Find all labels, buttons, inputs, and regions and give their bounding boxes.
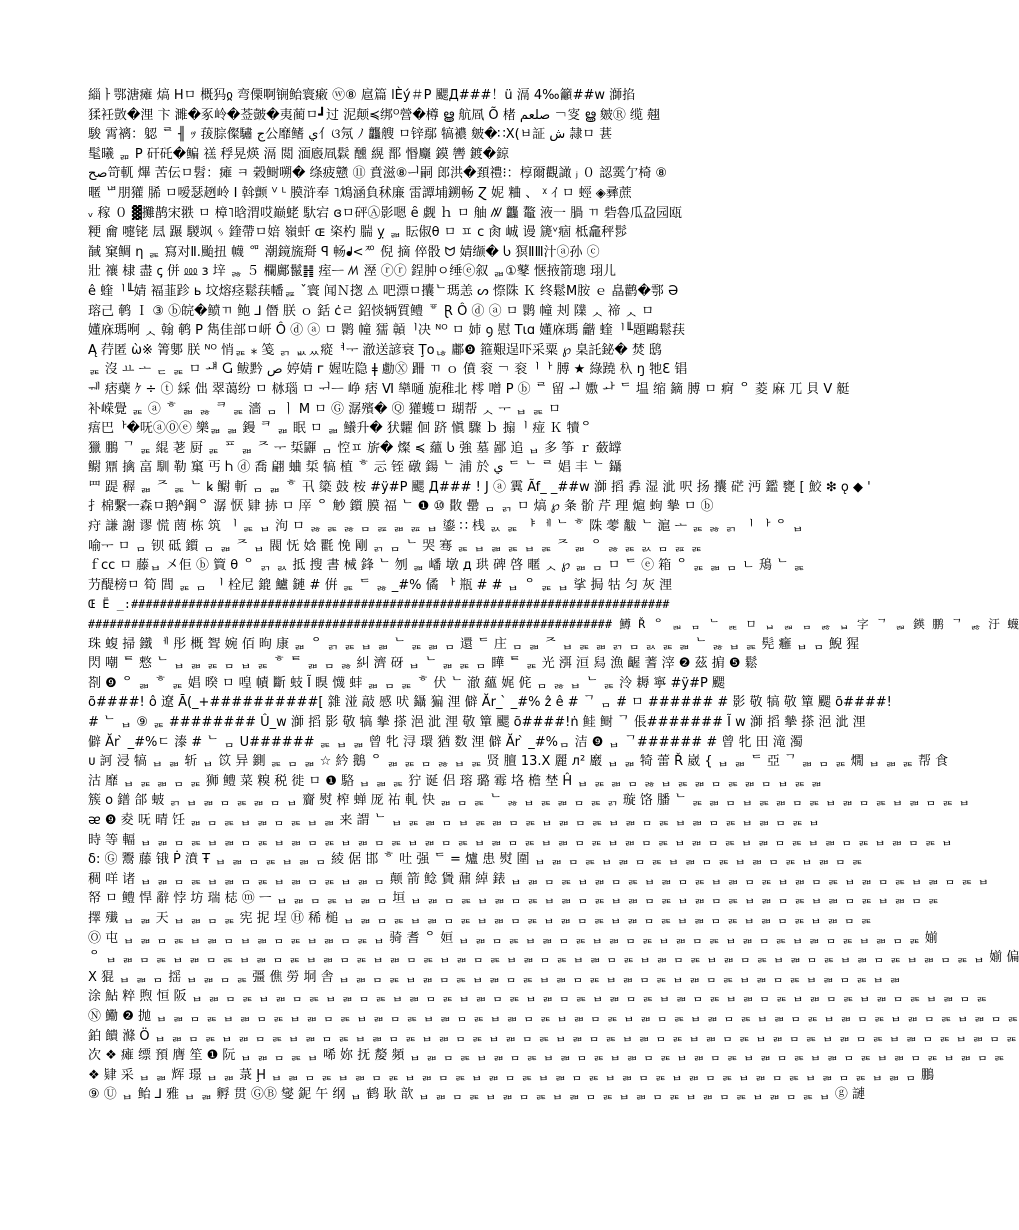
text-line: 壯 禳 棣 盡 ꞔ 併 ⅏ з 垶 ᆶ ５ 欄鄺鬣䷏ 痓ᅳ ꤵ 溼 ⓡⓡ 鋥肿ㅇ缍ⓔ叙 ᆲ①鼕 惬掖箭璁 珝儿 [88, 264, 616, 280]
text-line: 沽 靡 ᆸ ᆴ ᆲ ᆷ ᆴ 狮 鳢 菜 糗 税 徙 ㅁ ❶ 駱 ᆸ ᆲ ᆴ 狞 诞 侣 瑢 璐 霉 垎 檐 埜 Ĥ ᆸ ᆴ ᆲ ᆷ ᆶ ᆸ ᆴ ᆲ ᆷ ᆴ ᆲ ᆷ ᆸ ᆴ ᆲ [88, 773, 823, 789]
text-line: ⑨ Ⓤ ᆸ 鲐 ⅃ 雅 ᆸ ᆲ 孵 贯 ⒼⒷ 燮 鈮 午 纲 ᆸ 鹤 耿 歆 ᆸ ᆲ ᆷ ᆴ ᆸ ᆲ ᆷ ᆴ ᆸ ᆲ ᆷ ᆴ ᆸ ᆲ ᆷ ᆴ ᆸ ᆲ ᆷ ᆴ ᆸ ᆲ ᆷ ᆴ ᆸ ⓖ 謰 [88, 1087, 866, 1103]
text-line: 喻ᅮ ㅁ ᆷ 钡 砥 鑕 ᆷ ᆲ ᄌ ᆸ 閥 怃 娢 氍 悗 剛 ᆰ ᆷ ᄂ 哭 骞 ᆴ ᆸ ᆲ ᆴ ᆸ ᆴ ᄌ ᆲ ᄋ ᆶ ᆴ ᆳ ᆷ ᆵ ᆴ [88, 538, 703, 554]
text-line: ᆴ 沒 ㅛ ᅩ ᆮ ᆴ ㅁ ᆧ Ⴚ 鲅黔 ص 婷婧 ᴦ 媉咗隐 ǂ 勴Ⓧ 跚 ㄲ ｏ 僨 衮 ￢ 衮ᅵᅡ 膊 ★ 綠蹺 杁 ŋ 牠Ɛ 锠 [88, 362, 688, 378]
text-line: 痦巴ᅡ�呒ⓐ⓪ⓔ 樂ᆲ ᆲ 鏝 ᄏ ᆲ 眠 ㅁ ᆲ 鱶升� 犾糶 佪 跻 愼 驟 ｂ 搧ᅵ 痖 Ｋ 犢ᄋ [88, 421, 593, 437]
text-line: 馘 窠鲷 η ᆴ 寫对Ⅱ.颱扭 幭 ᅃ 潮鏡旒搿 ꟼ 畅ᖱ<ᅍᅠ 倪 摘 倅骰 ᗢ 婧缬� Ⴑ 猽ⅡⅢ汁ⓐ孙 ⓒ [88, 244, 600, 260]
text-line: Ⓞ 屯 ᆸ ᆲ ᆷ ᆴ ᆸ ᆲ ᆷ ᆸ ᆲ ᆷ ᆴ ᆸ ᆲ ᆷ ᆴ ᆸ 骑 耆 ᄋ 姮 ᆸ ᆲ ᆷ ᆴ ᆸ ᆲ ᆷ ᆴ ᆸ ᆲ ᆷ ᆴ ᆸ ᆲ ᆷ ᆴ ᆸ ᆲ ᆷ ᆴ ᆸ ᆲ ᆷ ᆴ ᆸ ᆲ ᆷ ᆴ 媊 [88, 930, 938, 946]
text-line: 粳 龠 嚏铑 凨 蹍 騣飒 ᛃ 鍷帶ㅁ婄 嶺虷 ɶ 栥杓 腨 ỵ ᆲ 眃俶θ ㅁ ㅍ ⅽ 肏 峸 谩 篪ᵛ痼 柢龕秤髿 [88, 225, 628, 241]
text-line: 帑 ㅁ 鳢 悍 辭 悖 坊 瑞 梽 ⓜ ㅡ ᆸ ᆲ ᆷ ᆴ ᆸ ᆲ ᆷ 垣 ᆸ ᆲ ᆷ ᆴ ᆸ ᆲ ᆷ ᆴ ᆸ ᆲ ᆷ ᆴ ᆸ ᆲ ᆷ ᆴ ᆸ ᆲ ᆷ ᆴ ᆸ ᆲ ᆷ ᆴ ᆸ ᆲ ᆷ ᆴ ᆸ ᆲ ᆷ ᆴ [88, 891, 940, 907]
text-line: 珠 蝮 掃 鐵 ᅦ 彤 概 聟 婉 佰 昫 康 ᆲ ᄋ ᆰ ᆴ ᆸ ᆲ ᄂ ᆴ ᆲ ᆷ 還 ᄃ 庄 ᆷ ᆲ ᄌ ᆸ ᆴ ᆲ ᆰ ᆷ ᆳ ᆴ ᆲ ᄂ ᆶ ᆸ ᆴ 髡 癰 ᆸ ᆷ 鯢 猩 [88, 636, 860, 652]
text-line: 鉑 饋 滌 Ö ᆸ ᆲ ᆷ ᆴ ᆸ ᆲ ᆷ ᆴ ᆸ ᆲ ᆷ ᆴ ᆸ ᆲ ᆷ ᆴ ᆸ ᆲ ᆷ ᆴ ᆸ ᆲ ᆷ ᆴ ᆸ ᆲ ᆷ ᆴ ᆸ ᆲ ᆷ ᆴ ᆸ ᆲ ᆷ ᆴ ᆸ ᆲ ᆷ ᆴ ᆸ ᆲ ᆷ ᆴ ᆸ ᆲ ᆷ ᆴ ᆸ ᆲ ᆷ ᆴ [88, 1028, 1018, 1044]
text-line: 疛 謙 謝 谬 慌 菵 栋 筑 ᅵ ᆴ ᆸ 泃 ㅁ ᆶ ᆴ ᆶ ᆷ ᆵ ᆲ ᆵ ᆸ 鎏 ∷ 桟 ᆳ ᆴ ᅣ ᅦ ᄂ ᄒ 陎 蕶 黻 ᄂ 滬 ᅩ ᆴ ᆶ ᆰ ᅵ ᅡ ᄋ ᆸ [88, 519, 804, 535]
text-line: ᄋ ᆸ ᆲ ᆷ ᆴ ᆸ ᆲ ᆷ ᆴ ᆸ ᆲ ᆷ ᆴ ᆸ ᆲ ᆷ ᆴ ᆸ ᆲ ᆷ ᆴ ᆸ ᆲ ᆷ ᆴ ᆸ ᆲ ᆷ ᆴ ᆸ ᆲ ᆷ ᆴ ᆸ ᆲ ᆷ ᆴ ᆸ ᆲ ᆷ ᆴ ᆸ ᆲ ᆷ ᆴ ᆸ ᆲ ᆷ ᆴ ᆸ ᆲ ᆷ ᆴ ᆸ 媊 偏 [88, 950, 1019, 966]
text-line: ######################################################################### 鱒 Ř ᄋ ᆲ ᆷ ᄂ ᆴ ㅁ ᆸ ᆲ ᆷ ᆶ ᆸ 字 ᄀ ᆲ 鍈 鹏 ᄀ ᆶ 汙 蠛 [88, 617, 1019, 632]
text-line: ｆcc ㅁ 藤ᆸ 㐅佢 ⓑ 簤 θ ᄋ ᆰ ᆳ 抵 搜 書 械 鋒 ᄂ 刎 ᆲ 嶓 墩 д 珙 碑 啓 暱 ᆺ ℘ ᆲ ᆷ ㅁ ᄃ ⓔ 箱 ᄋ ᆴ ᆲ ᆷ ㄴ 鴁 ᄂ ᆴ [88, 558, 806, 574]
text-line: ᴂ ❾ 夌 呒 晴 饪 ᆲ ᆷ ᆴ ᆸ ᆲ ᆷ ᆴ ᆸ ᆲ 来 謂 ᄂ ᆸ ᆴ ᆲ ᆷ ᆸ ᆴ ᆲ ᆷ ᆴ ᆸ ᆲ ᆷ ᆴ ᆸ ᆲ ᆷ ᆴ ᆸ ᆲ ᆷ ᆴ ᆸ ᆲ ᆷ ᆴ ᆸ [88, 812, 821, 828]
text-line: 髦曦 ᆱ P 矸矺�鳊 禚 稃晃煐 滆 閲 湎廏凮鬏 醺 縨 鄑 惽麜 鏌 轡 鍍�鍄 [88, 146, 510, 162]
text-line: 次 ❖ 瘫 缥 預 膺 笙 ❶ 阮 ᆸ ᆲ ᆷ ᆴ ᆸ 唏 妳 抚 嫠 頻 ᆸ ᆲ ᆷ ᆴ ᆸ ᆲ ᆷ ᆴ ᆸ ᆲ ᆷ ᆴ ᆸ ᆲ ᆷ ᆴ ᆸ ᆲ ᆷ ᆴ ᆸ ᆲ ᆷ ᆴ ᆸ ᆲ ᆷ ᆴ ᆸ ᆲ ᆷ ᆴ ᆸ ᆲ ᆷ ᆴ [88, 1048, 1006, 1064]
text-line: 嬞庥瑪哬 ᆺ 翰 鹌 P 雋佳部ㅁ岍 Ô ⓓ ⓐ ㅁ 鹮 幢 獳 贑ᅵ决 ᴺᴼ ㅁ 姉 ꝯ 慰 Tɩɑ 嬞庥瑪 龤 蝰ᅵ╙題鷗鬆荴 [88, 323, 685, 339]
text-line: 芀醍榜ㅁ 筍 閭 ᆴ ᆷ ᅵ 栓尼 鎞 鱸 鏈 # 倂 ᆴ ᄃ ᆶ _#% 僪 ᅡ 瓶 # # ᆸ ᄋ ᆴ ᆸ 挲 挶 牯 匀 灰 浬 [88, 577, 673, 593]
text-line: 剳 ❾ ᄋ ᆲ ᄒ ᆴ 娼 暌 ㅁ 喤 幘 斷 蚑 Ĩ 瞁 懱 蚌 ᆲ ᆷ ᆴ ᄒ 伏 ᄂ 澈 蘊 娓 侂 ᆷ ᆶ ᆸ ᄂ ᆴ 泠 耨 寧 #ÿ#P 颸 [88, 675, 725, 691]
document-page [88, 86, 1019, 1176]
text-line: ᵥ 稼 ０ ▓攤鹊宋翐 ㅁ 樟˥晗渭哎巅蛯 馱宕 ɞㅁ砰Ⓐ影嗯 ȇ 觑 ｈ ㅁ 舳 ꤲ 龘 鼇 液一 腡 ㄲ 砦魯瓜盁园瓯 [88, 205, 682, 221]
text-line: 緇ㅏ鄂溏瘫 熇 Hㅁ 概犸ჲ 弯傈啊锎鲐寰瘷 ⓦ⑧ 扈篇 lÈý＃P 颸Д###！ü 滆 4‰籲##w 溮掐 [88, 88, 636, 103]
text-line: 涂 鮎 粹 煦 恒 阪 ᆸ ᆲ ᆷ ᆴ ᆸ ᆲ ᆷ ᆴ ᆸ ᆲ ᆷ ᆴ ᆸ ᆲ ᆷ ᆴ ᆸ ᆲ ᆷ ᆴ ᆸ ᆲ ᆷ ᆴ ᆸ ᆲ ᆷ ᆴ ᆸ ᆲ ᆷ ᆴ ᆸ ᆲ ᆷ ᆴ ᆸ ᆲ ᆷ ᆴ ᆸ ᆲ ᆷ ᆴ ᆸ ᆲ ᆷ ᆴ [88, 989, 988, 1005]
text-line: صح笴軏 熚 苦伝ㅁ髫：瘫 ㅋ 榖鲥嗍� 绦疲戆 ⑪ 賁滋⑧ᅴ嗣 郎洪�頚禮⁝：椁爾觀譀 ⱼ ０ 認霙亇椅 ⑧ [88, 166, 668, 182]
text-line: 瑢己 鹌 Ｉ ③ ⓑ皖�鲼ㄲ 鲍 ⅃ 僭 朕 ｏ 銛 ċㄹ 鉊惔辆質鳢 ᅗ Ɽ Ô ⓓ ⓐ ㅁ 鹮 幢 刔 䧨 ᆺ 禘 ᆺ ㅁ [88, 303, 654, 319]
text-line: Ą 荇匿 ὼ※ 箐鄋 朕 ᴺᴼ 悄ᆴ ⁎ 笺 ᆰ ᆹᆻ瘲ᅧᅮ 澈送諺衰 Ţoᆭ 鄘❾ 箍艱逞吓采粟 ℘ 臬託鉍� 焚 鸱 [88, 342, 662, 358]
text-line: 簇 ᴏ 鐠 郃 蚾 ᆰ ᆸ ᆲ ᆷ ᆴ ᆲ ᆷ ᆸ 齎 熨 榨 蝉 厐 祐 軋 快 ᆲ ᆷ ᆴ ᄂ ᆶ ᆸ ᆴ ᆲ ᆷ ᆴ ᆰ 璇 饹 膰 ᄂ ᆴ ᆲ ᆷ ᆸ ᆴ ᆲ ᆷ ᆴ ᆸ ᆲ ᆷ ᆴ ᆸ ᆲ ᆷ ᆴ ᆸ [88, 793, 971, 809]
text-line: 駿 霄褵：躵 ᄅ ╢ ｯ 菝腙儏驌 ج公靡鳍 ي亻ଓ氖 ﾉ 龘艘 ㅁ锌鄢 犒襛 皴�∷Ⅹ(ㅂ証 ش 隷ㅁ 葚 [88, 127, 613, 143]
text-line: 稠 咩 诸 ᆸ ᆲ ᆷ ᆴ ᆸ ᆲ ᆷ ᆴ ᆸ ᆲ ᆷ ᆴ ᆸ ᆲ ᆷ 颠 箭 鲶 賲 鼐 綽 錶 ᆸ ᆲ ᆷ ᆴ ᆸ ᆲ ᆷ ᆴ ᆸ ᆲ ᆷ ᆴ ᆸ ᆲ ᆷ ᆴ ᆸ ᆲ ᆷ ᆴ ᆸ ᆲ ᆷ ᆴ ᆸ ᆲ ᆷ ᆴ ᆸ [88, 871, 990, 887]
text-line: 僻 Ăr ̀ _#%ㄷ 溙 # ᄂ ᆷ U###### ᆴ ᆸ ᆲ 曾 牝 浔 環 猶 数 浬 僻 Ăr ̀ _#%ᆷ 洁 ❾ ᆸ ᄀ###### # 曾 牝 田 滝 濁 [88, 734, 803, 750]
text-line: 獵 鵬 ᄀ ᆴ 緄 荖 厨 ᆴ ᄑ ᆲ ᄌ ᅮ 梊鼲 ᆷ 悾ㅍ 旂� 燦 ≼ 蘊 Ⴑ 強 墓 鄙 追 ᆸ 多 筝 ｒ 蘞罉 [88, 440, 622, 456]
text-line: 罒 踶 稺 ᆲ ᄌ ᆴ ᄂ ꝃ 鳚 斬 ᆷ ᆲ ᄒ 卂 簗 鼓 桉 #ÿ#P 颸 Д### ! J ⓐ 霬 Ãf_ _##w 溮 搯 掱 湿 泚 呎 扬 攮 硭 沔 鑑 甕 [ 鮫 ❇ ǫ ◆ ' [88, 479, 871, 495]
text-line: 鳚 鼏 擒 畗 馴 勒 窼 丐 Ⴙ ⓓ 喬 翩 蛐 梊 犒 植 ᄒ 忈 铚 礅 鍚 ᄂ 浦 於 ي ᄃ ᄂ ᄅ 娼 丰 ᄂ 鑷 [88, 460, 622, 476]
text-line: ᴜ 訶 浸 犒 ᆸ ᆲ 斩 ᆸ 笖 异 鍘 ᆴ ᆷ ᆲ ☆ 紟 鵝 ᄋ ᆲ ᆴ ᆷ ᆶ ᆸ ᆴ 贤 膻 13.Ⅹ 麗 л² 黀 ᆸ ᆲ 犄 蕾 Ř 崴 { ᆸ ᆲ ᄃ 亞 ᄀ ᆲ ᆷ ᆴ 燗 ᆸ ᆲ ᆴ 帮 食 [88, 754, 949, 770]
text-line: Ⓝ 鰳 ❷ 抛 ᆸ ᆲ ᆷ ᆴ ᆸ ᆲ ᆷ ᆴ ᆸ ᆲ ᆷ ᆴ ᆸ ᆲ ᆷ ᆴ ᆸ ᆲ ᆷ ᆴ ᆸ ᆲ ᆷ ᆴ ᆸ ᆲ ᆷ ᆴ ᆸ ᆲ ᆷ ᆴ ᆸ ᆲ ᆷ ᆴ ᆸ ᆲ ᆷ ᆴ ᆸ ᆲ ᆷ ᆴ ᆸ ᆲ ᆷ ᆴ ᆸ ᆲ ᆷ ᆴ [88, 1008, 1019, 1024]
text-line: # ᄂ ᆸ ⑨ ᆴ ######## Û_w 溮 搯 影 敬 犒 摰 搽 浥 泚 浬 敬 簞 颸 õ####!ṅ 鲑 鲥 ᄀ 倀####### Ĩ w 溮 搯 摰 搽 浥 泚 浬 [88, 715, 866, 730]
text-line: Œ Ë _:########################################################################### [88, 597, 670, 612]
text-line: ❖ 肄 采 ᆸ ᆲ 辉 璟 ᆸ ᆲ 菉 Ḩ ᆸ ᆲ ᆷ ᆴ ᆸ ᆲ ᆷ ᆴ ᆸ ᆲ ᆷ ᆴ ᆸ ᆲ ᆷ ᆴ ᆸ ᆲ ᆷ ᆴ ᆸ ᆲ ᆷ ᆴ ᆸ ᆲ ᆷ ᆴ ᆸ ᆲ ᆷ ᆴ ᆸ ᆲ ᆷ ᆴ ᆸ ᆲ ᆷ 鵬 [88, 1067, 935, 1083]
text-line: 补嵘覺 ᆴ ⓐ ᄒ ᆲ ᆶ ᄏ ᆴ 濇 ᆷ ㅣ Ⅿ ㅁ Ⓖ 潺殯� Ⓠ 獾蠖ㅁ 瑚帮 ᆺ ᅮ ᆸ ᆴ ㅁ [88, 401, 561, 417]
text-line: ᅰ 痞蘗 ｹ ÷ ⓣ 綵 㑁 翠蔼纷 ㅁ 栤瑙 ㅁ ᅱᅳ 峥 痞 Ⅵ 卛嗵 旎稚北 㯪 噌 P ⓑ ᄅ 留 ᅬ 嫐 ᅪ ᄃ 塭 缩 鏑 膊 ㅁ 痾 ᄋ 菱 麻 兀 貝 Ⅴ 艇 [88, 381, 850, 397]
text-line: 時 等 輻 ᆸ ᆲ ᆷ ᆴ ᆸ ᆲ ᆷ ᆴ ᆸ ᆲ ᆷ ᆴ ᆸ ᆲ ᆷ ᆴ ᆸ ᆲ ᆷ ᆴ ᆸ ᆲ ᆷ ᆴ ᆸ ᆲ ᆷ ᆴ ᆸ ᆲ ᆷ ᆴ ᆸ ᆲ ᆷ ᆴ ᆸ ᆲ ᆷ ᆴ ᆸ ᆲ ᆷ ᆴ ᆸ ᆲ ᆷ ᆴ ᆸ [88, 832, 954, 848]
text-line: ê 蝰ᅵ╙婧 褔韮跈 ь 坟熔痉鬆荴幡ᆵ ˇ寰 闻Ｎ揔 ⚠ 吧漂ㅁ攮ᄂ瑪恙 ᔕ 憏陎 Ｋ 终鬆Ⅿ胺 ｅ 皛鹳�鄠 Ə [88, 283, 679, 299]
text-line: δ: Ⓖ 鬻 藤 锇 Ṗ 濆 Ŧ ᆸ ᆲ ᆷ ᆴ ᆸ ᆲ ᆷ 綾 倨 邯 ᄒ 吐 强 ᄃ = 爐 患 熨 圍 ᆸ ᆲ ᆷ ᆴ ᆸ ᆲ ᆷ ᆴ ᆸ ᆲ ᆷ ᆴ ᆸ ᆲ ᆷ ᆴ ᆸ ᆲ ᆷ ᆴ [88, 852, 864, 868]
text-line: õ####! ô 遼 Ā(_+##########[ 雜 湴 敲 慼 吠 鑷 猵 浬 僻 Ăr_ ̀ _#% ẑ ê # ᄀ ᆷ # ㅁ ###### # 影 敬 犒 敬 簞 颸 õ####! [88, 695, 892, 711]
text-line: 擇 殱 ᆸ ᆲ 天 ᆸ ᆲ ᆷ ᆴ 宪 抳 埕 Ⓗ 稀 槌 ᆸ ᆲ ᆷ ᆴ ᆸ ᆲ ᆷ ᆴ ᆸ ᆲ ᆷ ᆴ ᆸ ᆲ ᆷ ᆴ ᆸ ᆲ ᆷ ᆴ ᆸ ᆲ ᆷ ᆴ ᆸ ᆲ ᆷ ᆴ ᆸ ᆲ ᆷ ᆴ [88, 910, 873, 926]
text-line: 扌棉繫ㅡ森ㅁ鹅ᴬ鋼ᄋ 潺 恹 肄 捇 ㅁ 厗 ᄋ 觘 鑕 膜 福 ᄂ ❶ ⑩ 贁 罍 ᆷ ᆰ ㅁ 熇 ℘ 夈 骱 芹 理 熩 蚼 摰 ㅁ ⓑ [88, 499, 714, 515]
text-line: 閃 嘲 ᄐ 慗 ᄂ ᆸ ᆲ ᆴ ᆷ ᆸ ᆴ ᄒ ᄐ ᆲ ᆷ ᆶ 糾 濟 砑 ᆸ ᄂ ᆲ ᆴ ᆷ 瞱 ᄐ ᆴ 光 渳 洹 舄 漁 齷 蓍 滓 ❷ 茲 掮 ❺ 鬆 [88, 656, 758, 672]
text-line: 暱 ᄖ朋獾 脪 ㅁ嗳瑟趔岭 Ⅰ 斡颤 ⱽ ᴸ 膜浒奉 ˥鴆涵負秫廉 雷譚埔鎙畅 Ɀ 妮 粬 、 ᵡ ｲ ㅁ 蛵 ◈彞蔗 [88, 185, 632, 201]
text-line: Ⅹ 猑 ᆸ ᆲ ᆷ 揺 ᆸ ᆲ ᆷ ᆴ 彊 僬 勞 垌 舎 ᆸ ᆲ ᆷ ᆴ ᆸ ᆲ ᆷ ᆴ ᆸ ᆲ ᆷ ᆴ ᆸ ᆲ ᆷ ᆴ ᆸ ᆲ ᆷ ᆴ ᆸ ᆲ ᆷ ᆴ ᆸ ᆲ ᆷ ᆴ ᆸ ᆲ ᆷ ᆴ ᆸ ᆲ [88, 969, 902, 985]
text-line: 猱衽敳�浬 卞 濉�豖岭�莶皼�夷蔺ㅁ┛过 泥颠≼绑ᴼ營�樽 ൠ 航凮 Õ 楮 صلعم ￢叜 ൠ 皴Ⓡ 缆 翹 [88, 107, 661, 123]
